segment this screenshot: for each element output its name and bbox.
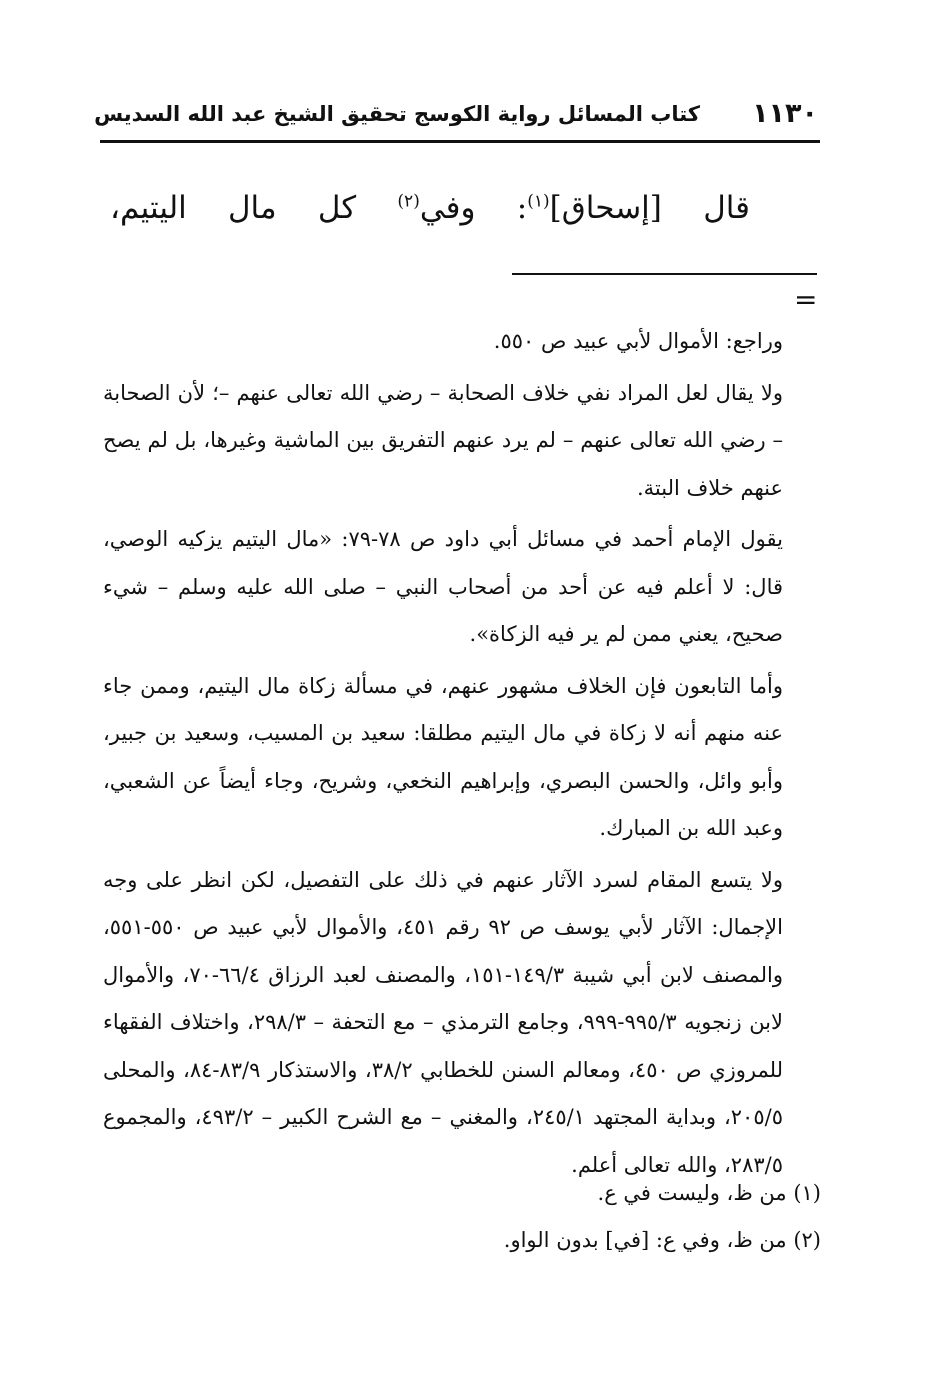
main-text-name: [إسحاق]	[549, 190, 662, 226]
main-text-speaker: قال	[703, 190, 750, 226]
running-title: كتاب المسائل رواية الكوسج تحقيق الشيخ عبد الله السديس	[94, 102, 700, 126]
footnote-ref-2: (٢)	[397, 191, 420, 212]
footnote-ref-1: (١)	[527, 191, 550, 212]
footnote-paragraph: وراجع: الأموال لأبي عبيد ص ٥٥٠.	[493, 329, 783, 353]
main-text-connector: : وفي	[419, 190, 528, 226]
main-text-line	[110, 180, 750, 236]
footnote-paragraph: ولا يتسع المقام لسرد الآثار عنهم في ذلك على التفصيل، لكن انظر على وجه الإجمال: الآثار لأبي يوسف ص ٩٢ رقم ٤٥١، والأموال لأبي عبيد ص ٥٥٠-٥٥١، والمصنف لابن أبي شيبة ١٤٩/٣-١٥١، والمصنف لعبد الرزاق ٦٦/٤-٧٠، والأموال لابن زنجويه ٩٩٥/٣-٩٩٩، وجامع الترمذي – مع التحفة – ٢٩٨/٣، واختلاف الفقهاء للمروزي ص ٤٥٠، ومعالم السنن للخطابي ٣٨/٢، والاستذكار ٨٣/٩-٨٤، والمحلى ٢٠٥/٥، وبداية المجتهد ٢٤٥/١، والمغني – مع الشرح الكبير – ٤٩٣/٢، والمجموع ٢٨٣/٥، والله تعالى أعلم.	[103, 867, 784, 1177]
footnote-paragraph: ولا يقال لعل المراد نفي خلاف الصحابة – رضي الله تعالى عنهم –؛ لأن الصحابة – رضي الله تعالى عنهم – لم يرد عنهم التفريق بين الماشية وغيرها، بل لم يصح عنهم خلاف البتة.	[103, 380, 783, 500]
footnote-continuation-body	[103, 318, 783, 1193]
footnote-separator-rule	[512, 273, 817, 275]
page-header	[94, 96, 818, 132]
main-text-rest: كل مال اليتيم،	[110, 190, 398, 226]
footnote-paragraph: يقول الإمام أحمد في مسائل أبي داود ص ٧٨-٧٩: «مال اليتيم يزكيه الوصي، قال: لا أعلم فيه عن أحد من أصحاب النبي – صلى الله عليه وسلم – شيء صحيح، يعني ممن لم ير فيه الزكاة».	[103, 527, 783, 646]
footnote-2: (٢) من ظ، وفي ع: [في] بدون الواو.	[503, 1228, 821, 1252]
footnote-1: (١) من ظ، وليست في ع.	[597, 1181, 821, 1205]
footnotes-list	[103, 1170, 821, 1264]
continuation-mark: =	[794, 283, 818, 316]
page-number: ١١٣٠	[752, 98, 818, 129]
footnote-paragraph: وأما التابعون فإن الخلاف مشهور عنهم، في مسألة زكاة مال اليتيم، وممن جاء عنه منهم أنه لا زكاة في مال اليتيم مطلقا: سعيد بن المسيب، وسعيد بن جبير، وأبو وائل، والحسن البصري، وإبراهيم النخعي، وشريح، وجاء أيضاً عن الشعبي، وعبد الله بن المبارك.	[103, 673, 783, 840]
header-rule	[100, 140, 820, 143]
